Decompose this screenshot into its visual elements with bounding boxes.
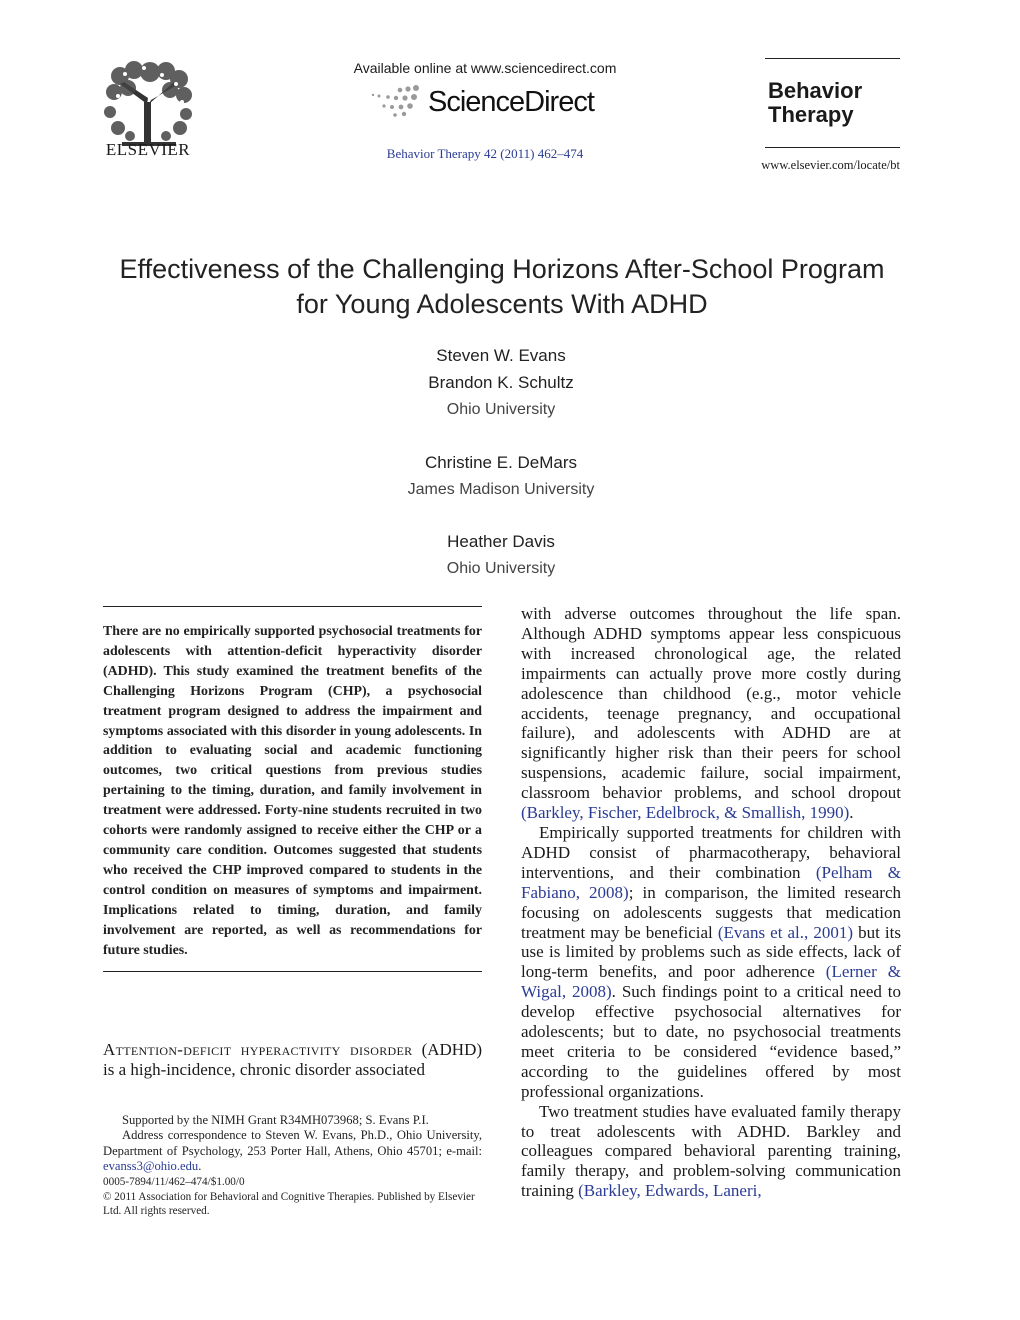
citation-link[interactable]: (Evans et al., 2001)	[717, 922, 854, 942]
article-title	[60, 252, 944, 322]
body-text: Two treatment studies have evaluated family therapy to treat adolescents with ADHD. Barkley and colleagues compared behavioral parenting training, family therapy, and problem-solving communication training	[521, 1101, 901, 1201]
author-affiliation: Ohio University	[446, 401, 556, 418]
abstract-bottom-rule	[103, 971, 482, 972]
body-text: but its use is limited by problems such as side effects, lack of long-term benefits, and poor adherence	[521, 922, 901, 982]
abstract-text: There are no empirically supported psychosocial treatments for adolescents with attention-deficit hyperactivity disorder (ADHD). This study examined the treatment benefits of the Challenging Horizons Program (CHP), a psychosocial treatment program designed to address the impairment and symptoms associated with this disorder in young adolescents. In addition to evaluating social and academic functioning outcomes, two critical questions from previous studies pertaining to the timing, duration, and family involvement in treatment were addressed. Forty-nine students recruited in two cohorts were randomly assigned to receive either the CHP or a community care condition. Outcomes suggested that students who received the CHP improved compared to students in the control condition on measures of symptoms and impairment. Implications related to timing, duration, and family involvement are reported, as well as recommendations for future studies.	[103, 624, 482, 958]
intro-lead-rest: (ADHD) is a high-incidence, chronic disorder associated	[103, 1040, 483, 1079]
citation-link[interactable]: (Barkley, Edwards, Laneri,	[578, 1181, 762, 1201]
copyright-block	[103, 1175, 482, 1219]
journal-bottom-rule	[765, 147, 900, 148]
author-name: Steven W. Evans	[436, 346, 566, 365]
author-affiliation: James Madison University	[407, 481, 595, 498]
title-line-1: Effectiveness of the Challenging Horizons After-School Program	[119, 254, 885, 284]
author-name: Heather Davis	[447, 532, 555, 551]
body-paragraph	[521, 823, 901, 1102]
issn-line: 0005-7894/11/462–474/$1.00/0	[103, 1176, 245, 1188]
body-paragraph	[521, 604, 901, 823]
sciencedirect-wordmark[interactable]: ScienceDirect	[428, 86, 594, 118]
correspondence-end: .	[198, 1158, 202, 1173]
journal-top-rule	[765, 58, 900, 59]
journal-citation[interactable]: Behavior Therapy 42 (2011) 462–474	[386, 146, 584, 161]
intro-lead-smallcaps: Attention-deficit hyperactivity disorder	[103, 1040, 413, 1059]
sciencedirect-dots-icon	[370, 84, 426, 118]
publisher-wordmark: ELSEVIER	[105, 140, 191, 159]
title-line-2: for Young Adolescents With ADHD	[296, 289, 708, 319]
journal-name-line2: Therapy	[768, 102, 854, 127]
funding-note: Supported by the NIMH Grant R34MH073968; S. Evans P.I.	[122, 1113, 429, 1127]
correspondence-address: Address correspondence to Steven W. Evans, Ph.D., Ohio University, Department of Psychology, 253 Porter Hall, Athens, Ohio 45701; e-mail:	[103, 1128, 482, 1158]
intro-paragraph	[103, 1040, 482, 1080]
author-name: Christine E. DeMars	[424, 453, 578, 472]
author-email-link[interactable]: evanss3@ohio.edu	[103, 1158, 199, 1173]
footnote	[103, 1113, 482, 1174]
body-text: ; in comparison, the limited research focusing on adolescents suggests that medication treatment may be beneficial	[521, 882, 902, 942]
body-text: Empirically supported treatments for children with ADHD consist of pharmacotherapy, behavioral interventions, and their combination	[521, 822, 901, 882]
abstract-top-rule	[103, 606, 482, 607]
body-text: with adverse outcomes throughout the life span. Although ADHD symptoms appear less conspicuous with increased chronological age, the related impairments can actually prove more costly during adolescence than childhood (e.g., motor vehicle accidents, teenage pregnancy, and occupational failure), and adolescents with ADHD are at significantly higher risk than their peers for school suspensions, academic failure, social impairment, classroom behavior problems, and school dropout	[521, 604, 901, 803]
correspondence-note	[103, 1128, 482, 1174]
author-name: Brandon K. Schultz	[428, 373, 574, 392]
body-paragraph	[521, 1102, 901, 1202]
copyright-line: © 2011 Association for Behavioral and Cognitive Therapies. Published by Elsevier Ltd. All rights reserved.	[103, 1190, 475, 1217]
citation-link[interactable]: (Barkley, Fischer, Edelbrock, & Smallish, 1990)	[521, 803, 850, 823]
citation-link[interactable]: (Lerner & Wigal, 2008)	[521, 962, 901, 1002]
body-right-column	[521, 604, 901, 1201]
journal-name-line1: Behavior	[768, 78, 863, 103]
citation-link[interactable]: (Pelham & Fabiano, 2008)	[521, 862, 901, 902]
journal-name	[768, 79, 862, 127]
journal-url[interactable]: www.elsevier.com/locate/bt	[761, 158, 900, 172]
available-online-text: Available online at www.sciencedirect.com	[353, 60, 617, 76]
body-text: .	[849, 803, 854, 823]
author-affiliation: Ohio University	[446, 560, 556, 577]
body-text: . Such findings point to a critical need to develop effective psychosocial alternatives for adolescents; but to date, no psychosocial treatments meet criteria to be considered “evidence based,” according to the guidelines offered by most professional organizations.	[521, 982, 901, 1101]
